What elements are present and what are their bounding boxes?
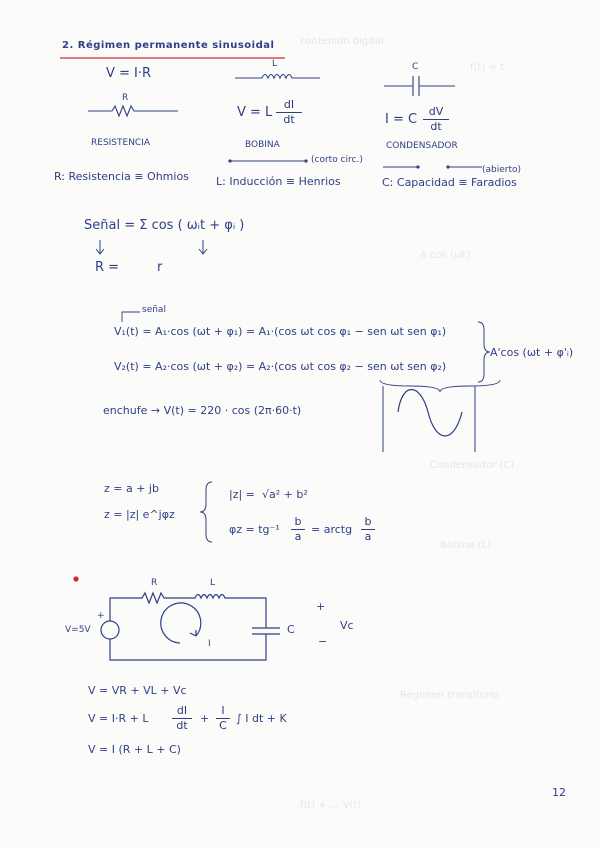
bleed-through-text: Condensador (C) [430, 460, 515, 471]
coil-note: (corto circ.) [311, 155, 363, 165]
circuit-source-plus: + [97, 611, 105, 621]
vc-minus: − [318, 635, 328, 648]
signal-arrow-note: señal [142, 305, 166, 315]
v2-expansion: V₂(t) = A₂·cos (ωt + φ₂) = A₂·(cos ωt cos φ₂ − sen ωt sen φ₂) [114, 360, 447, 373]
frac-numerator: b [364, 515, 372, 528]
bleed-through-text: f(t) = t [470, 62, 504, 73]
frac-denominator: dt [176, 719, 188, 732]
circuit-current-label: I [208, 639, 211, 649]
frac-numerator: I [221, 704, 225, 717]
bleed-through-text: Régimen transitorio [400, 690, 499, 701]
bleed-through-text: f(t) + ... V(t) [300, 800, 362, 811]
capacitor-name: CONDENSADOR [386, 141, 458, 151]
phase-left: φz = tg⁻¹ [229, 523, 280, 536]
kvl-plus: + [200, 712, 210, 725]
capacitor-symbol [384, 76, 455, 96]
signal-sum: Señal = Σ cos ( ωᵢt + φᵢ ) [84, 218, 245, 233]
kvl-fraction [172, 705, 192, 732]
capacitor-definition: C: Capacidad ≡ Faradios [382, 176, 517, 189]
resistor-label: R [122, 93, 129, 103]
phase-fraction-2 [361, 516, 375, 543]
kvl-integral: ∫ I dt + K [236, 712, 287, 725]
vc-label: Vc [340, 619, 354, 632]
complex-rect: z = a + jb [104, 482, 159, 495]
frac-numerator: dI [176, 704, 188, 717]
capacitor-label: C [412, 62, 419, 72]
kvl-fraction-2 [216, 705, 230, 732]
frac-numerator: dV [428, 105, 444, 118]
kvl-equation: V = VR + VL + Vc [88, 684, 187, 697]
phase-mid: = arctg [311, 523, 353, 536]
sum-result: A'cos (ωt + φ'ᵢ) [490, 346, 574, 359]
frac-denominator: dt [283, 113, 295, 126]
frac-numerator: dI [283, 98, 295, 111]
capacitor-fraction [423, 106, 449, 133]
resistor-definition: R: Resistencia ≡ Ohmios [54, 170, 189, 183]
page-number: 12 [552, 786, 566, 799]
bleed-through-text: Bobina (L) [440, 540, 492, 551]
capacitor-equation: I = C [385, 112, 418, 127]
phase-fraction [291, 516, 305, 543]
frac-numerator: b [294, 515, 302, 528]
frac-denominator: C [219, 719, 227, 732]
capacitor-note: (abierto) [482, 165, 522, 175]
coil-definition: L: Inducción ≡ Henrios [216, 175, 341, 188]
circuit-source-label: V=5V [65, 625, 91, 635]
v1-expansion: V₁(t) = A₁·cos (ωt + φ₁) = A₁·(cos ωt cos φ₁ − sen ωt sen φ₁) [114, 325, 447, 338]
sine-wave [398, 390, 462, 437]
kvl-expanded-left: V = I·R + L [88, 712, 149, 725]
resistor-name: RESISTENCIA [91, 138, 151, 148]
frac-denominator: dt [430, 120, 442, 133]
signal-r-left: R = [95, 260, 120, 275]
circuit-c-label: C [287, 623, 295, 636]
vc-plus: + [316, 600, 326, 613]
bullet-dot [73, 576, 78, 581]
coil-name: BOBINA [245, 140, 280, 150]
circuit-r-label: R [151, 578, 158, 588]
bleed-through-text: contenido digital [300, 36, 384, 47]
kvl-simplified: V = I (R + L + C) [88, 743, 181, 756]
frac-denominator: a [364, 530, 372, 543]
resistor-symbol [88, 106, 178, 116]
bleed-through-text: A cos (ωt) [420, 250, 471, 261]
coil-symbol [235, 75, 320, 79]
rlc-circuit [101, 593, 280, 660]
plug-voltage: enchufe → V(t) = 220 · cos (2π·60·t) [103, 404, 302, 417]
resistor-equation: V = I·R [106, 66, 152, 81]
coil-fraction [276, 99, 302, 126]
coil-equation: V = L [237, 105, 273, 120]
signal-r-right: r [157, 260, 163, 275]
frac-denominator: a [294, 530, 302, 543]
modulus-left: |z| = [229, 488, 255, 501]
coil-label: L [272, 59, 278, 69]
page-title: 2. Régimen permanente sinusoidal [62, 40, 275, 51]
modulus-right: √a² + b² [262, 488, 308, 501]
complex-polar: z = |z| e^jφz [104, 508, 175, 521]
circuit-l-label: L [210, 578, 216, 588]
